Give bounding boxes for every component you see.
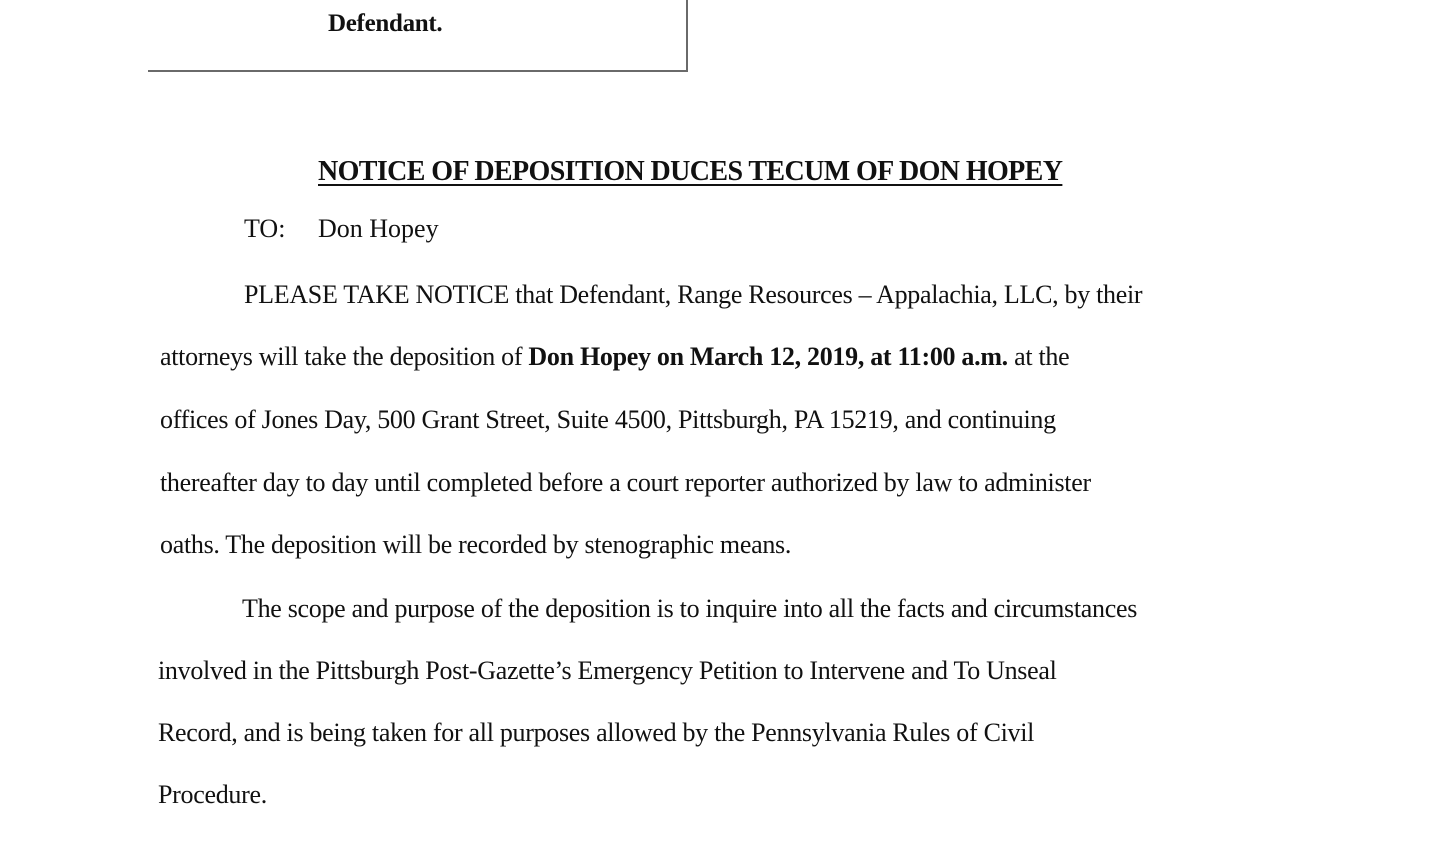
- paragraph1-line1: PLEASE TAKE NOTICE that Defendant, Range Resources – Appalachia, LLC, by their: [244, 280, 1143, 309]
- paragraph1-line5: oaths. The deposition will be recorded by stenographic means.: [160, 530, 792, 559]
- to-label: TO:: [244, 214, 286, 243]
- case-caption-box: [148, 0, 688, 72]
- paragraph1-line3: offices of Jones Day, 500 Grant Street, Suite 4500, Pittsburgh, PA 15219, and continuing: [160, 405, 1056, 434]
- paragraph2-line1: The scope and purpose of the deposition is to inquire into all the facts and circumstances: [242, 594, 1138, 623]
- paragraph1-line4: thereafter day to day until completed before a court reporter authorized by law to administer: [160, 468, 1091, 497]
- deposition-date-time: Don Hopey on March 12, 2019, at 11:00 a.m.: [528, 342, 1008, 371]
- paragraph1-line2-end: at the: [1007, 342, 1070, 371]
- to-line: [244, 214, 439, 244]
- to-recipient: Don Hopey: [318, 214, 439, 243]
- paragraph1-line2-start: attorneys will take the deposition of: [160, 342, 529, 371]
- paragraph1-line2: [160, 342, 1069, 372]
- paragraph2-line2: involved in the Pittsburgh Post-Gazette’s Emergency Petition to Intervene and To Unseal: [158, 656, 1057, 685]
- paragraph2-line4: Procedure.: [158, 780, 267, 809]
- document-title: NOTICE OF DEPOSITION DUCES TECUM OF DON HOPEY: [318, 156, 1063, 187]
- caption-party-label: Defendant.: [328, 10, 443, 37]
- paragraph2-line3: Record, and is being taken for all purposes allowed by the Pennsylvania Rules of Civil: [158, 718, 1035, 747]
